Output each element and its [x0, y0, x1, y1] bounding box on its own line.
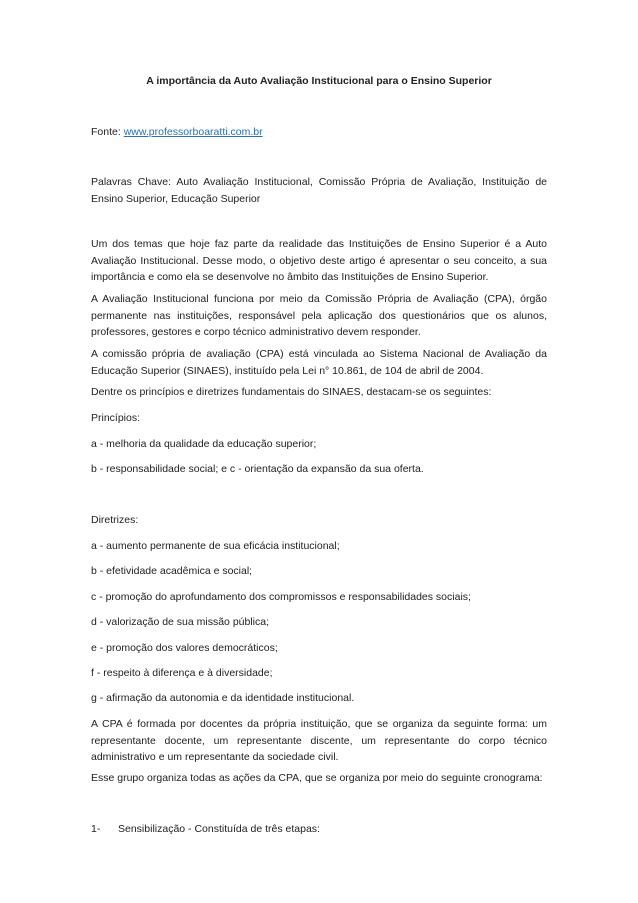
schedule-paragraph: Esse grupo organiza todas as ações da CPA, que se organiza por meio do seguinte cronograma: [91, 772, 543, 784]
document-title: A importância da Auto Avaliação Institucional para o Ensino Superior [146, 75, 492, 87]
step-item [91, 821, 547, 838]
principles-heading: Princípios: [91, 412, 141, 424]
principle-item: b - responsabilidade social; e c - orientação da expansão da sua oferta. [91, 463, 424, 475]
guidelines-heading: Diretrizes: [91, 514, 139, 526]
guideline-item: e - promoção dos valores democráticos; [91, 642, 278, 654]
intro-paragraph: Um dos temas que hoje faz parte da realidade das Instituições de Ensino Superior é a Auto Avaliação Institucional. Desse modo, o objetivo deste artigo é apresentar o seu conceito, a sua importância e como ela se desenvolve no âmbito das Instituições de Ensino Superior. [91, 238, 547, 283]
guideline-item: d - valorização de sua missão pública; [91, 616, 270, 628]
guideline-item: a - aumento permanente de sua eficácia institucional; [91, 540, 340, 552]
step-text: Sensibilização - Constituída de três etapas: [118, 823, 320, 835]
composition-paragraph: A CPA é formada por docentes da própria instituição, que se organiza da seguinte forma: um representante docente, um representante discente, um representante do corpo técnico administrativo e um representante da sociedade civil. [91, 718, 547, 763]
principle-item: a - melhoria da qualidade da educação superior; [91, 438, 317, 450]
guideline-item: f - respeito à diferença e à diversidade; [91, 667, 273, 679]
guideline-item: b - efetividade acadêmica e social; [91, 565, 253, 577]
guideline-item: g - afirmação da autonomia e da identidade institucional. [91, 692, 355, 704]
cpa-paragraph: A Avaliação Institucional funciona por meio da Comissão Própria de Avaliação (CPA), órgão permanente nas instituições, responsável pela aplicação dos questionários que os alunos, professores, gestores e corpo técnico administrativo devem responder. [91, 293, 547, 338]
source-line [91, 124, 547, 141]
keywords-paragraph: Palavras Chave: Auto Avaliação Institucional, Comissão Própria de Avaliação, Instituição de Ensino Superior, Educação Superior [91, 176, 547, 205]
source-label: Fonte: [91, 126, 124, 138]
guideline-item: c - promoção do aprofundamento dos compromissos e responsabilidades sociais; [91, 591, 471, 603]
principles-intro: Dentre os princípios e diretrizes fundamentais do SINAES, destacam-se os seguintes: [91, 386, 492, 398]
step-number: 1- [91, 823, 101, 835]
source-link[interactable]: www.professorboaratti.com.br [123, 126, 263, 138]
sinaes-paragraph: A comissão própria de avaliação (CPA) está vinculada ao Sistema Nacional de Avaliação da Educação Superior (SINAES), instituído pela Lei n° 10.861, de 104 de abril de 2004. [91, 348, 547, 377]
